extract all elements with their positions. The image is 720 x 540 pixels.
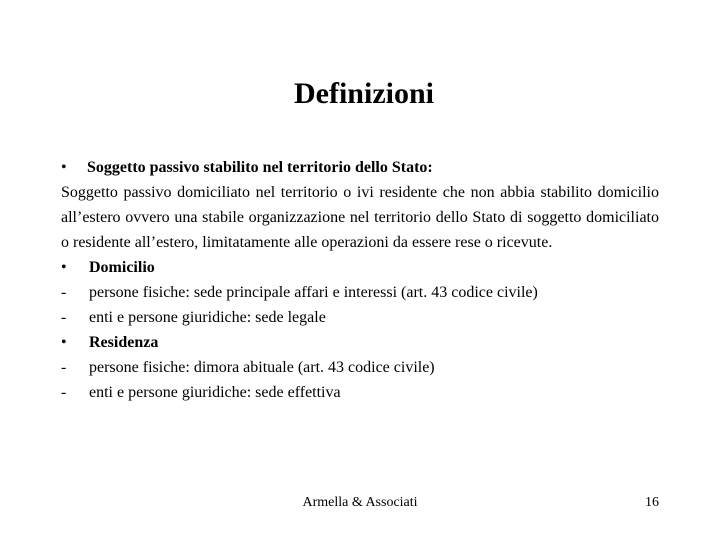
- list-item-text: persone fisiche: sede principale affari e interessi (art. 43 codice civile): [89, 284, 538, 301]
- heading-bullet: [61, 155, 659, 180]
- bullet-marker: •: [61, 159, 67, 176]
- list-item-text: Residenza: [89, 334, 159, 351]
- dash-marker: -: [61, 384, 67, 401]
- list-item: [61, 305, 659, 330]
- list-item: [61, 380, 659, 405]
- list-item-domicilio: [61, 255, 659, 280]
- slide-content: [61, 155, 659, 405]
- list-item-text: enti e persone giuridiche: sede legale: [89, 309, 326, 326]
- dash-marker: -: [61, 284, 67, 301]
- bullet-marker: •: [61, 334, 67, 351]
- page-number: 16: [645, 495, 659, 510]
- bullet-marker: •: [61, 259, 67, 276]
- list-item-text: Domicilio: [89, 259, 155, 276]
- definition-paragraph: Soggetto passivo domiciliato nel territorio o ivi residente che non abbia stabilito domicilio all’estero ovvero una stabile organizzazione nel territorio dello Stato di soggetto domiciliato o residente all’estero, limitatamente alle operazioni da essere rese o ricevute.: [61, 184, 659, 251]
- list-item-text: enti e persone giuridiche: sede effettiva: [89, 384, 341, 401]
- list-item-residenza: [61, 330, 659, 355]
- dash-marker: -: [61, 359, 67, 376]
- slide-title: Definizioni: [294, 77, 434, 110]
- dash-marker: -: [61, 309, 67, 326]
- list-item: [61, 280, 659, 305]
- list-item: [61, 355, 659, 380]
- list-item-text: persone fisiche: dimora abituale (art. 43 codice civile): [89, 359, 435, 376]
- footer-author: Armella & Associati: [302, 495, 418, 510]
- heading-bullet-text: Soggetto passivo stabilito nel territorio dello Stato:: [87, 159, 433, 176]
